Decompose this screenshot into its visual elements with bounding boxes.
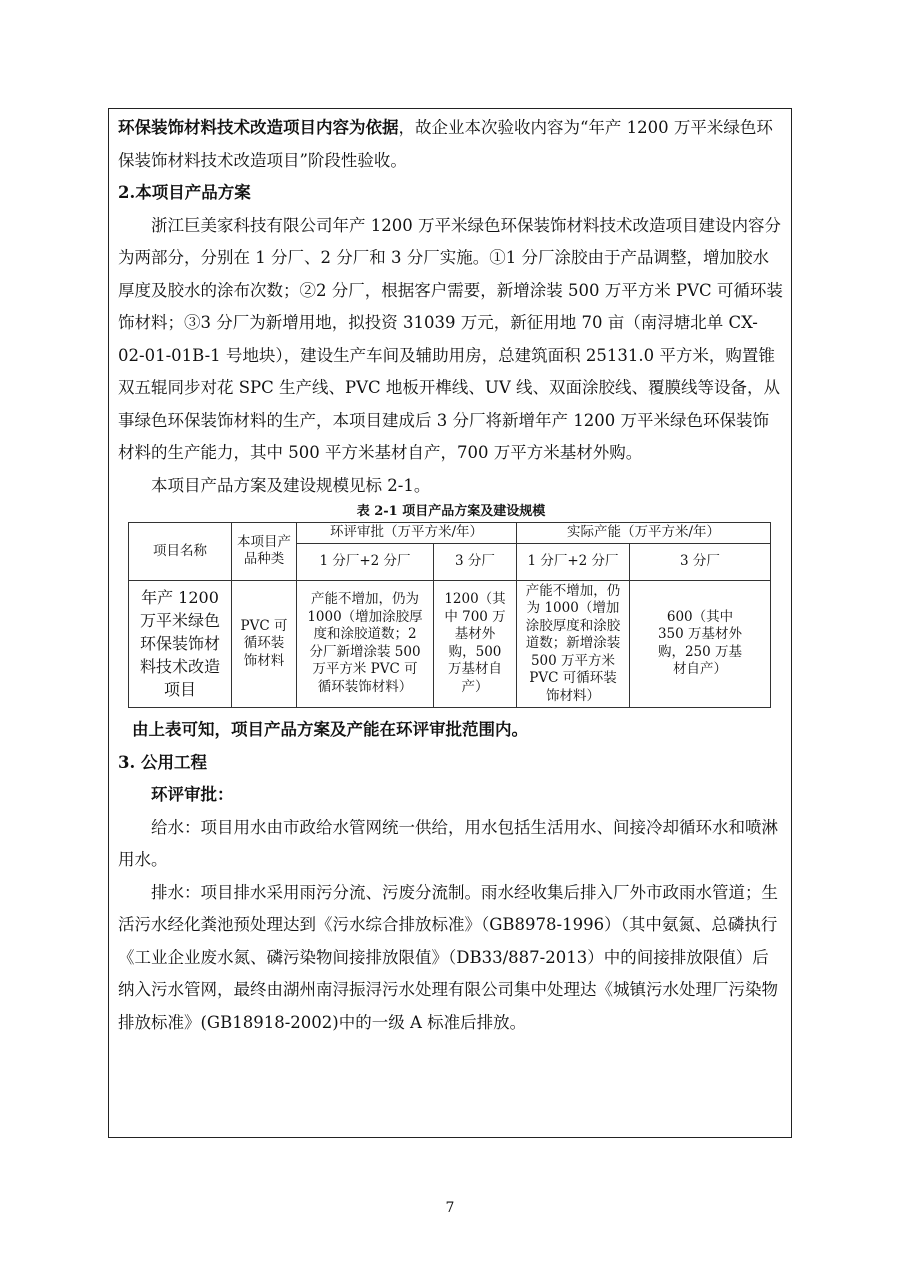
table-caption: 表 2-1 项目产品方案及建设规模 [356,504,546,519]
subheader-eia-plant-1-2: 1 分厂+2 分厂 [297,543,434,580]
drainage-paragraph: 排水：项目排水采用雨污分流、污废分流制。雨水经收集后排入厂外市政雨水管道；生活污水经化粪池预处理达到《污水综合排放标准》（GB8978-1996）（其中氨氮、总磷执行《工业企业废水氮、磷污染物间接排放限值》（DB33/887-2013）中的间接排放限值）后纳入污水管网，最终由湖州南浔振浔污水处理有限公司集中处理达《城镇污水处理厂污染物排放标准》(GB18918-2002)中的一级 A 标准后排放。 [118,882,778,1032]
intro-text: ，故企业本次验收内容为“年产 1200 万平米绿色环保装饰材料技术改造项目”阶段性验收。 [118,118,773,170]
intro-paragraph [118,112,784,177]
table-header-row [129,523,771,544]
cell-project-name: 年产 1200 万平米绿色环保装饰材料技术改造项目 [129,580,232,708]
water-supply-paragraph: 给水：项目用水由市政给水管网统一供给，用水包括生活用水、间接冷却循环水和喷淋用水。 [118,817,778,869]
header-project-name: 项目名称 [129,523,232,581]
cell-product-type: PVC 可循环装饰材料 [232,580,297,708]
section-2-paragraph-2: 本项目产品方案及建设规模见标 2-1。 [151,475,431,495]
intro-bold-text: 环保装饰材料技术改造项目内容为依据 [118,118,399,137]
section-2-heading: 2.本项目产品方案 [118,183,251,202]
header-eia-approval: 环评审批（万平方米/年） [297,523,517,544]
document-body [118,112,784,1039]
subheader-actual-plant-1-2: 1 分厂+2 分厂 [517,543,630,580]
subheader-actual-plant-3: 3 分厂 [630,543,771,580]
subheader-eia-plant-3: 3 分厂 [434,543,517,580]
cell-actual-plant-3: 600（其中 350 万基材外购，250 万基材自产） [630,580,771,708]
cell-actual-plant-1-2: 产能不增加，仍为 1000（增加涂胶厚度和涂胶道数；新增涂装 500 万平方米 PVC 可循环装饰材料） [517,580,630,708]
table-conclusion: 由上表可知，项目产品方案及产能在环评审批范围内。 [132,720,528,739]
cell-eia-plant-3: 1200（其中 700 万基材外购，500 万基材自产） [434,580,517,708]
header-actual-capacity: 实际产能（万平方米/年） [517,523,771,544]
section-3-heading: 3. 公用工程 [118,752,207,772]
table-row [129,580,771,708]
cell-eia-plant-1-2: 产能不增加，仍为 1000（增加涂胶厚度和涂胶道数；2 分厂新增涂装 500 万平方米 PVC 可循环装饰材料） [297,580,434,708]
section-3-subheading: 环评审批： [151,785,234,804]
header-product-type: 本项目产品种类 [232,523,297,581]
product-scheme-table [128,522,771,708]
page-number: 7 [445,1200,455,1216]
section-2-paragraph-1: 浙江巨美家科技有限公司年产 1200 万平米绿色环保装饰材料技术改造项目建设内容分为两部分，分别在 1 分厂、2 分厂和 3 分厂实施。①1 分厂涂胶由于产品调整，增加胶水厚度及胶水的涂布次数；②2 分厂，根据客户需要，新增涂装 500 万平方米 PVC 可循环装饰材料；③3 分厂为新增用地，拟投资 31039 万元，新征用地 70 亩（南浔塘北单 CX-02-01-01B-1 号地块），建设生产车间及辅助用房，总建筑面积 25131.0 平方米，购置锥双五辊同步对花 SPC 生产线、PVC 地板开榫线、UV 线、双面涂胶线、覆膜线等设备，从事绿色环保装饰材料的生产，本项目建成后 3 分厂将新增年产 1200 万平米绿色环保装饰材料的生产能力，其中 500 平方米基材自产，700 万平方米基材外购。 [118,215,783,462]
